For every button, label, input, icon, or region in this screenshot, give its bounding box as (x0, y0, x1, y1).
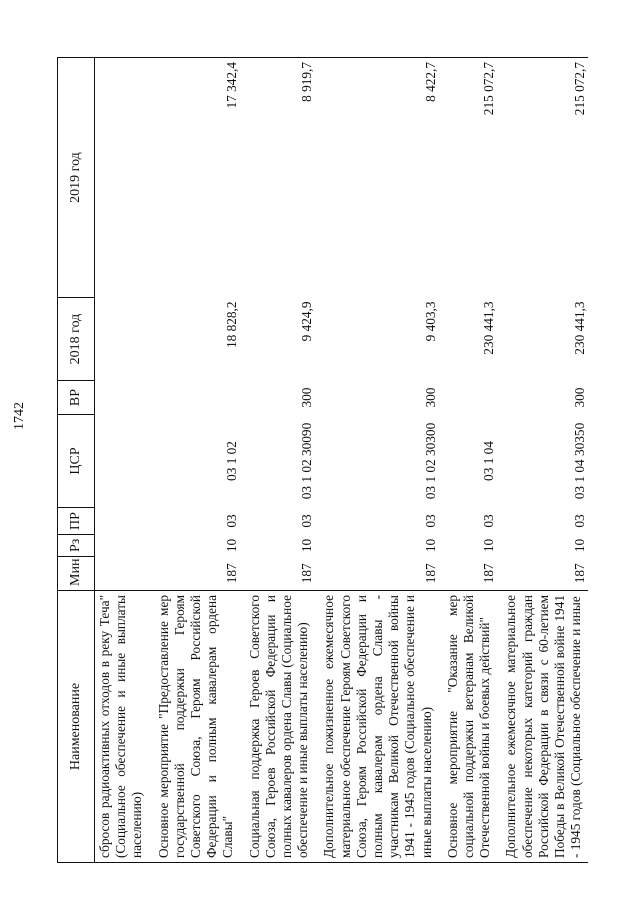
header-rz: Рз (58, 535, 95, 557)
row-min: 187 (572, 563, 588, 584)
row-2018: 230 441,3 (572, 301, 588, 355)
row-rz: 10 (224, 538, 240, 553)
row-vr (439, 381, 498, 415)
row-name: Дополнительное ежемесячное материальное обеспечение некоторых категорий граждан Российской Федерации в связи с 60-летием Победы в Великой Отечественной войне 1941 - 1945 годов (Социальное обеспечение и иные (497, 591, 588, 863)
row-rz: 10 (481, 538, 497, 553)
row-rz (95, 535, 150, 557)
row-rz: 10 (572, 538, 588, 553)
row-pr: 03 (481, 514, 497, 528)
row-min: 187 (299, 563, 315, 584)
row-vr: 300 (572, 387, 588, 408)
row-pr: 03 (224, 514, 240, 528)
row-2018: 18 828,2 (224, 301, 240, 349)
row-vr: 300 (422, 387, 438, 408)
header-min: Мин (58, 557, 95, 591)
row-2019 (95, 58, 150, 298)
row-min: 187 (422, 563, 438, 584)
table-row (439, 58, 498, 863)
row-csr: 03 1 02 30300 (422, 422, 438, 500)
budget-table-page (57, 58, 625, 863)
row-pr (95, 508, 150, 535)
row-2019: 17 342,4 (150, 58, 241, 298)
row-csr: 03 1 02 (224, 441, 240, 481)
row-pr: 03 (422, 514, 438, 528)
table-row (315, 58, 438, 863)
header-2019: 2019 год (58, 58, 95, 298)
row-2018: 230 441,3 (481, 301, 497, 355)
row-name: Дополнительное пожизненное ежемесячное материальное обеспечение Героям Советского Союза, Героям Российской Федерации и полным кавалерам ордена Славы - участникам Великой Отечественной войны 1941 - 1945 годов (Социальное обеспечение и иные выплаты населению) (315, 591, 438, 863)
page-number: 1742 (12, 402, 27, 430)
row-vr (150, 381, 241, 415)
header-name: Наименование (58, 591, 95, 863)
header-pr: ПР (58, 508, 95, 535)
row-2019: 8 422,7 (315, 58, 438, 298)
header-2018: 2018 год (58, 298, 95, 381)
budget-table (57, 57, 588, 863)
row-rz: 10 (422, 538, 438, 553)
row-pr: 03 (299, 514, 315, 528)
row-2019: 215 072,7 (497, 58, 588, 298)
row-pr: 03 (572, 514, 588, 528)
table-row (95, 58, 150, 863)
row-2019: 215 072,7 (439, 58, 498, 298)
header-csr: ЦСР (58, 415, 95, 508)
row-name: сбросов радиоактивных отходов в реку Теча" (Социальное обеспечение и иные выплаты населению) (95, 591, 150, 863)
row-name: Социальная поддержка Героев Советского Союза, Героев Российской Федерации и полных кавалеров ордена Славы (Социальное обеспечение и иные выплаты населению) (241, 591, 316, 863)
row-2018: 9 424,9 (299, 301, 315, 342)
row-2018: 9 403,3 (422, 301, 438, 342)
table-header (58, 58, 95, 863)
row-vr: 300 (299, 387, 315, 408)
row-vr (95, 381, 150, 415)
row-min: 187 (481, 563, 497, 584)
row-name: Основное мероприятие "Предоставление мер государственной поддержки Героям Советского Союза, Героям Российской Федерации и полным кавалерам ордена Славы" (150, 591, 241, 863)
row-min: 187 (224, 563, 240, 584)
row-2019: 8 919,7 (241, 58, 316, 298)
row-name: Основное мероприятие "Оказание мер социальной поддержки ветеранам Великой Отечественной войны и боевых действий" (439, 591, 498, 863)
row-csr (95, 415, 150, 508)
row-min (95, 557, 150, 591)
header-vr: ВР (58, 381, 95, 415)
row-rz: 10 (299, 538, 315, 553)
row-csr: 03 1 04 30350 (572, 422, 588, 500)
table-row (497, 58, 588, 863)
table-row (241, 58, 316, 863)
row-2018 (95, 298, 150, 381)
row-csr: 03 1 02 30090 (299, 422, 315, 500)
row-csr: 03 1 04 (481, 441, 497, 481)
table-row (150, 58, 241, 863)
